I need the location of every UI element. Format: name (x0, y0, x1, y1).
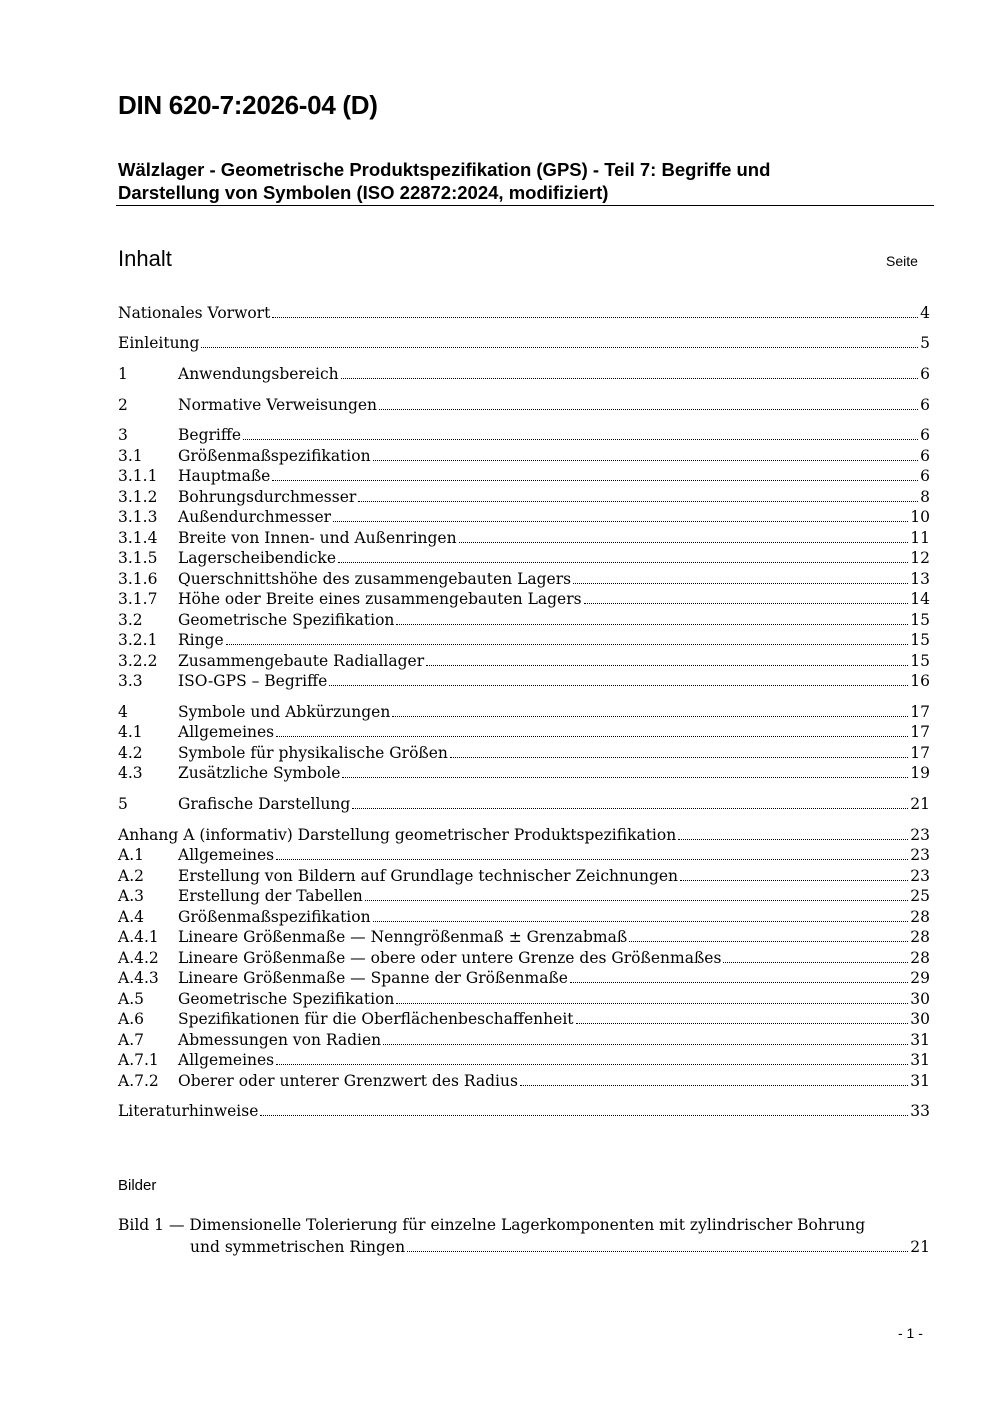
toc-entry-title: Abmessungen von Radien (178, 1031, 382, 1049)
toc-entry[interactable] (118, 794, 930, 814)
toc-entry[interactable] (118, 487, 930, 507)
toc-entry-page: 28 (910, 928, 930, 946)
toc-entry-page: 25 (910, 887, 930, 905)
dot-leader (379, 408, 918, 410)
dot-leader (723, 961, 908, 963)
dot-leader (276, 1063, 908, 1065)
dot-leader (260, 1114, 908, 1116)
toc-entry-line (178, 907, 930, 927)
toc-entry-number: 3.1.1 (118, 467, 158, 485)
toc-entry-page: 23 (910, 867, 930, 885)
toc-entry-number: A.3 (118, 887, 144, 905)
dot-leader (396, 1002, 908, 1004)
toc-entry[interactable] (118, 333, 930, 353)
dot-leader (426, 664, 908, 666)
toc-entry-line (178, 548, 930, 568)
dot-leader (407, 1250, 908, 1252)
toc-entry-line (118, 303, 930, 323)
toc-entry-number: 3.1.7 (118, 590, 158, 608)
toc-entry-line (118, 1101, 930, 1121)
dot-leader (342, 776, 908, 778)
dot-leader (373, 920, 909, 922)
toc-entry-page: 12 (910, 549, 930, 567)
toc-entry-line (178, 763, 930, 783)
toc-entry-page: 15 (910, 611, 930, 629)
figure-entry[interactable] (118, 1215, 865, 1235)
toc-entry-title: Begriffe (178, 426, 242, 444)
toc-entry-page: 17 (910, 723, 930, 741)
toc-entry-line (178, 1050, 930, 1070)
toc-entry-line (178, 507, 930, 527)
toc-entry-title: Zusätzliche Symbole (178, 764, 341, 782)
title-line-1: Wälzlager - Geometrische Produktspezifikation (GPS) - Teil 7: Begriffe und (118, 159, 771, 180)
toc-entry-title: Allgemeines (178, 1051, 275, 1069)
toc-entry[interactable] (118, 548, 930, 568)
toc-entry-title: Höhe oder Breite eines zusammengebauten Lagers (178, 590, 582, 608)
toc-entry[interactable] (118, 507, 930, 527)
document-id: DIN 620-7:2026-04 (D) (118, 90, 378, 120)
dot-leader (570, 981, 908, 983)
figure-text-line-2: und symmetrischen Ringen (190, 1238, 406, 1256)
toc-entry-page: 28 (910, 949, 930, 967)
toc-entry-number: A.4.3 (118, 969, 159, 987)
toc-entry-line (178, 671, 930, 691)
toc-entry-page: 10 (910, 508, 930, 526)
toc-entry-line (178, 589, 930, 609)
toc-entry-line (118, 333, 930, 353)
toc-entry-number: 3.2.2 (118, 652, 158, 670)
figure-label: Bild 1 — (118, 1216, 185, 1234)
toc-entry-page: 23 (910, 846, 930, 864)
toc-entry[interactable] (118, 671, 930, 691)
toc-entry-line (178, 528, 930, 548)
toc-entry-line (178, 446, 930, 466)
toc-entry-line (178, 866, 930, 886)
toc-entry-line (118, 825, 930, 845)
toc-entry-page: 31 (910, 1072, 930, 1090)
toc-entry-number: 3.3 (118, 672, 143, 690)
toc-entry[interactable] (118, 702, 930, 722)
dot-leader (226, 643, 909, 645)
toc-entry[interactable] (118, 722, 930, 742)
toc-entry-line (178, 1009, 930, 1029)
toc-entry-title: Lineare Größenmaße — obere oder untere Grenze des Größenmaßes (178, 949, 722, 967)
toc-entry-page: 11 (910, 529, 930, 547)
toc-entry-page: 6 (920, 426, 930, 444)
dot-leader (678, 838, 908, 840)
toc-entry[interactable] (118, 743, 930, 763)
toc-entry-line (178, 610, 930, 630)
toc-entry-line (178, 886, 930, 906)
dot-leader (392, 715, 908, 717)
toc-entry[interactable] (118, 1009, 930, 1029)
toc-entry[interactable] (118, 651, 930, 671)
dot-leader (352, 807, 908, 809)
toc-entry-title: Einleitung (118, 334, 200, 352)
toc-entry-line (178, 1030, 930, 1050)
toc-entry[interactable] (118, 1071, 930, 1091)
toc-entry-title: Geometrische Spezifikation (178, 611, 395, 629)
toc-page-column-label: Seite (886, 253, 918, 269)
dot-leader (276, 858, 908, 860)
dot-leader (373, 459, 919, 461)
dot-leader (576, 1022, 909, 1024)
toc-entry-page: 17 (910, 744, 930, 762)
toc-entry[interactable] (118, 630, 930, 650)
toc-entry[interactable] (118, 569, 930, 589)
toc-entry-page: 6 (920, 447, 930, 465)
toc-entry-number: A.7 (118, 1031, 144, 1049)
toc-entry-number: 3.2 (118, 611, 143, 629)
toc-entry-number: 3.1.3 (118, 508, 158, 526)
toc-entry-number: A.4 (118, 908, 144, 926)
toc-entry-page: 30 (910, 990, 930, 1008)
toc-entry-title: Bohrungsdurchmesser (178, 488, 357, 506)
toc-entry[interactable] (118, 886, 930, 906)
toc-entry-page: 8 (920, 488, 930, 506)
toc-entry-line (178, 364, 930, 384)
toc-entry-page: 6 (920, 365, 930, 383)
toc-entry[interactable] (118, 610, 930, 630)
dot-leader (383, 1043, 908, 1045)
toc-entry-title: Hauptmaße (178, 467, 271, 485)
toc-entry-title: Lineare Größenmaße — Spanne der Größenmaße (178, 969, 568, 987)
toc-entry-page: 4 (920, 304, 930, 322)
toc-entry-line (178, 722, 930, 742)
toc-entry-title: Anhang A (informativ) Darstellung geometrischer Produktspezifikation (118, 826, 677, 844)
toc-entry-title: Symbole für physikalische Größen (178, 744, 448, 762)
toc-entry-line (178, 569, 930, 589)
toc-entry-title: Breite von Innen- und Außenringen (178, 529, 457, 547)
toc-entry-line (178, 927, 930, 947)
toc-entry-title: Erstellung von Bildern auf Grundlage technischer Zeichnungen (178, 867, 679, 885)
dot-leader (629, 940, 908, 942)
toc-entry-page: 21 (910, 795, 930, 813)
toc-entry-line (178, 743, 930, 763)
dot-leader (201, 346, 918, 348)
toc-entry-page: 30 (910, 1010, 930, 1028)
dot-leader (243, 438, 918, 440)
toc-entry[interactable] (118, 1050, 930, 1070)
toc-entry[interactable] (118, 989, 930, 1009)
dot-leader (358, 500, 918, 502)
dot-leader (450, 756, 908, 758)
toc-heading: Inhalt (118, 246, 172, 271)
dot-leader (333, 520, 908, 522)
toc-entry-number: A.5 (118, 990, 144, 1008)
toc-entry-number: A.1 (118, 846, 144, 864)
figure-text-line-1: Dimensionelle Tolerierung für einzelne Lagerkomponenten mit zylindrischer Bohrung (189, 1216, 866, 1234)
toc-entry-title: Größenmaßspezifikation (178, 908, 371, 926)
toc-entry-title: Größenmaßspezifikation (178, 447, 371, 465)
toc-entry-title: ISO-GPS – Begriffe (178, 672, 328, 690)
toc-entry-page: 15 (910, 631, 930, 649)
toc-entry-page: 14 (910, 590, 930, 608)
toc-entry-number: 4.3 (118, 764, 143, 782)
toc-entry-number: A.7.2 (118, 1072, 159, 1090)
toc-entry-line (178, 630, 930, 650)
toc-entry-number: 3.2.1 (118, 631, 158, 649)
toc-entry-number: 3.1.4 (118, 529, 158, 547)
toc-entry-line (178, 395, 930, 415)
toc-entry-page: 29 (910, 969, 930, 987)
dot-leader (365, 899, 908, 901)
toc-entry-line (178, 651, 930, 671)
toc-entry[interactable] (118, 866, 930, 886)
toc-entry-title: Allgemeines (178, 723, 275, 741)
toc-entry[interactable] (118, 364, 930, 384)
dot-leader (680, 879, 908, 881)
toc-entry-line (178, 702, 930, 722)
toc-entry-number: A.7.1 (118, 1051, 159, 1069)
toc-entry-number: 4.2 (118, 744, 143, 762)
toc-entry-page: 6 (920, 396, 930, 414)
toc-entry[interactable] (118, 825, 930, 845)
toc-entry-title: Spezifikationen für die Oberflächenbeschaffenheit (178, 1010, 574, 1028)
toc-entry-page: 33 (910, 1102, 930, 1120)
toc-entry-line (178, 466, 930, 486)
toc-entry-page: 17 (910, 703, 930, 721)
toc-entry-number: 5 (118, 795, 128, 813)
dot-leader (520, 1084, 908, 1086)
toc-entry-number: 3.1.6 (118, 570, 158, 588)
toc-entry-title: Symbole und Abkürzungen (178, 703, 391, 721)
toc-entry-title: Anwendungsbereich (178, 365, 339, 383)
toc-entry-number: 3.1.2 (118, 488, 158, 506)
dot-leader (341, 377, 918, 379)
toc-entry-line (178, 968, 930, 988)
toc-entry[interactable] (118, 907, 930, 927)
toc-entry-page: 6 (920, 467, 930, 485)
toc-entry-page: 5 (920, 334, 930, 352)
toc-entry[interactable] (118, 395, 930, 415)
toc-entry-page: 16 (910, 672, 930, 690)
toc-entry[interactable] (118, 1101, 930, 1121)
toc-entry[interactable] (118, 1030, 930, 1050)
toc-entry-line (178, 794, 930, 814)
toc-entry-title: Oberer oder unterer Grenzwert des Radius (178, 1072, 518, 1090)
toc-entry-title: Erstellung der Tabellen (178, 887, 363, 905)
toc-entry-title: Normative Verweisungen (178, 396, 378, 414)
toc-entry-title: Lineare Größenmaße — Nenngrößenmaß ± Grenzabmaß (178, 928, 628, 946)
toc-entry-number: 3.1 (118, 447, 143, 465)
toc-entry-title: Ringe (178, 631, 224, 649)
toc-entry[interactable] (118, 948, 930, 968)
document-title (118, 158, 938, 204)
toc-entry-line (178, 425, 930, 445)
dot-leader (276, 735, 908, 737)
figure-entry-continuation[interactable] (190, 1237, 930, 1257)
dot-leader (329, 684, 908, 686)
toc-entry-page: 15 (910, 652, 930, 670)
dot-leader (573, 582, 908, 584)
figure-page: 21 (910, 1238, 930, 1256)
toc-entry-title: Lagerscheibendicke (178, 549, 336, 567)
toc-entry-number: 4.1 (118, 723, 143, 741)
toc-entry-line (178, 845, 930, 865)
toc-entry-number: 1 (118, 365, 128, 383)
toc-entry-title: Querschnittshöhe des zusammengebauten Lagers (178, 570, 572, 588)
dot-leader (272, 479, 918, 481)
dot-leader (272, 316, 918, 318)
toc-entry-page: 28 (910, 908, 930, 926)
toc-entry-title: Zusammengebaute Radiallager (178, 652, 425, 670)
title-line-2: Darstellung von Symbolen (ISO 22872:2024, modifiziert) (118, 182, 609, 203)
toc-entry-title: Geometrische Spezifikation (178, 990, 395, 1008)
toc-entry-number: A.4.1 (118, 928, 159, 946)
dot-leader (459, 541, 909, 543)
dot-leader (396, 623, 908, 625)
toc-entry-page: 23 (910, 826, 930, 844)
toc-entry-page: 13 (910, 570, 930, 588)
page-number: - 1 - (898, 1325, 923, 1341)
toc-entry-title: Allgemeines (178, 846, 275, 864)
toc-entry[interactable] (118, 763, 930, 783)
toc-entry-number: 2 (118, 396, 128, 414)
toc-entry-number: 4 (118, 703, 128, 721)
toc-entry[interactable] (118, 425, 930, 445)
toc-entry-page: 31 (910, 1031, 930, 1049)
toc-entry[interactable] (118, 446, 930, 466)
dot-leader (584, 602, 909, 604)
toc-entry-number: 3 (118, 426, 128, 444)
toc-entry-number: A.2 (118, 867, 144, 885)
toc-entry-title: Außendurchmesser (178, 508, 332, 526)
toc-entry[interactable] (118, 589, 930, 609)
figures-heading: Bilder (118, 1177, 157, 1194)
toc-entry[interactable] (118, 466, 930, 486)
toc-entry-line (178, 1071, 930, 1091)
toc-entry-title: Literaturhinweise (118, 1102, 259, 1120)
toc-entry[interactable] (118, 845, 930, 865)
title-divider (116, 205, 934, 206)
toc-entry[interactable] (118, 927, 930, 947)
toc-entry[interactable] (118, 303, 930, 323)
dot-leader (338, 561, 908, 563)
toc-entry-line (178, 989, 930, 1009)
toc-entry-page: 31 (910, 1051, 930, 1069)
toc-entry[interactable] (118, 968, 930, 988)
toc-entry-line (178, 487, 930, 507)
toc-entry-number: A.6 (118, 1010, 144, 1028)
toc-entry-page: 19 (910, 764, 930, 782)
toc-entry-number: 3.1.5 (118, 549, 158, 567)
toc-entry[interactable] (118, 528, 930, 548)
toc-entry-number: A.4.2 (118, 949, 159, 967)
toc-entry-title: Grafische Darstellung (178, 795, 351, 813)
toc-entry-title: Nationales Vorwort (118, 304, 271, 322)
toc-entry-line (178, 948, 930, 968)
